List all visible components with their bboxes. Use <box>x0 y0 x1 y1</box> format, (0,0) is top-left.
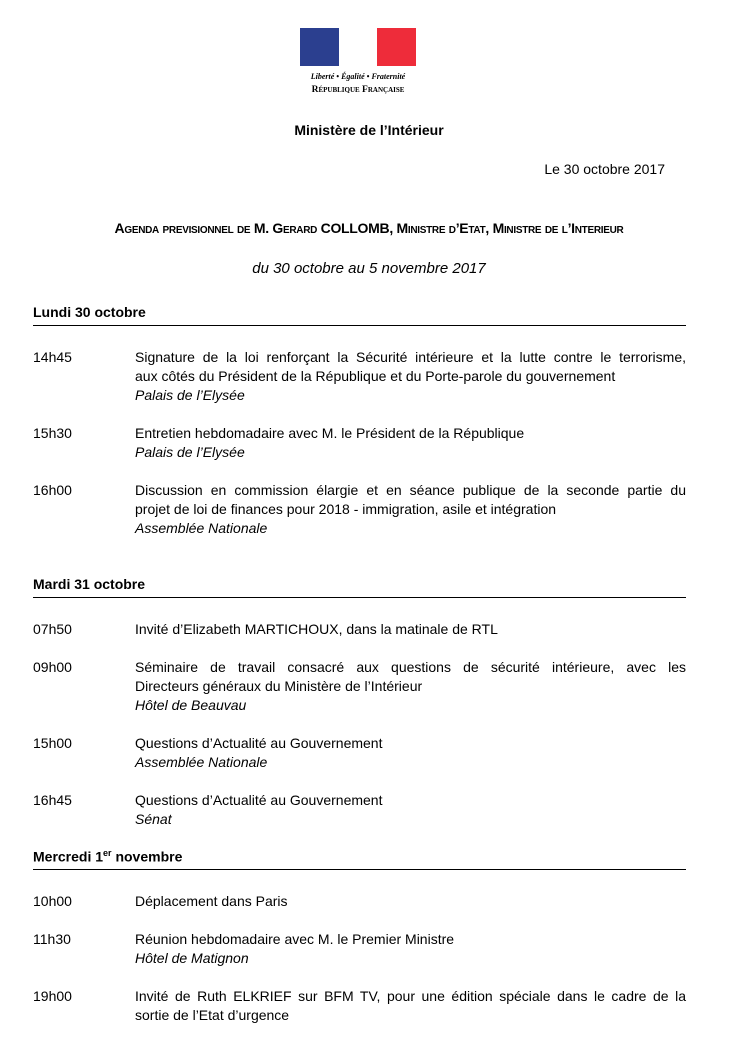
document-title: Agenda previsionnel de M. Gerard COLLOMB, Ministre d’Etat, Ministre de l’Interieur <box>114 220 624 236</box>
event-item <box>33 892 686 911</box>
republique-francaise-logo <box>300 28 416 100</box>
event-description <box>135 620 686 639</box>
event-list <box>33 620 686 829</box>
event-time: 09h00 <box>33 659 72 675</box>
event-description <box>135 481 686 538</box>
event-description-line: Déplacement dans Paris <box>135 893 288 909</box>
day-label: Mardi 31 octobre <box>33 576 146 592</box>
event-time: 15h30 <box>33 425 72 441</box>
event-time: 19h00 <box>33 988 72 1004</box>
event-item <box>33 987 686 1025</box>
event-time: 07h50 <box>33 621 72 637</box>
event-description-line: aux côtés du Président de la République et du Porte-parole du gouvernement <box>135 368 616 384</box>
event-time: 10h00 <box>33 893 72 909</box>
document-subtitle: du 30 octobre au 5 novembre 2017 <box>252 260 486 277</box>
event-description-line: Invité de Ruth ELKRIEF sur BFM TV, pour une édition spéciale dans le cadre de la <box>135 988 686 1004</box>
event-description-line: Directeurs généraux du Ministère de l’Intérieur <box>135 678 423 694</box>
event-location: Assemblée Nationale <box>135 754 268 770</box>
event-description-line: sortie de l’Etat d’urgence <box>135 1007 290 1023</box>
event-description-line: Questions d’Actualité au Gouvernement <box>135 735 383 751</box>
event-description-line: Entretien hebdomadaire avec M. le Président de la République <box>135 425 525 441</box>
event-description-line: Discussion en commission élargie et en séance publique de la seconde partie du <box>135 482 686 498</box>
ministry-name: Ministère de l’Intérieur <box>294 122 444 138</box>
event-description <box>135 424 686 462</box>
event-item <box>33 481 686 538</box>
day-header <box>33 576 686 598</box>
day-label-sup: er <box>103 848 112 858</box>
event-location: Assemblée Nationale <box>135 520 268 536</box>
marianne-flag-icon <box>300 28 416 66</box>
day-section <box>33 848 686 1044</box>
event-description <box>135 734 686 772</box>
event-location: Hôtel de Beauvau <box>135 697 247 713</box>
event-item <box>33 930 686 968</box>
event-item <box>33 424 686 462</box>
event-description-line: Signature de la loi renforçant la Sécurité intérieure et la lutte contre le terrorisme, <box>135 349 686 365</box>
event-item <box>33 658 686 715</box>
event-item <box>33 620 686 639</box>
event-location: Sénat <box>135 811 172 827</box>
event-item <box>33 791 686 829</box>
event-location: Palais de l’Elysée <box>135 444 245 460</box>
day-label-rest: novembre <box>111 848 183 865</box>
event-description <box>135 658 686 715</box>
event-location: Hôtel de Matignon <box>135 950 249 966</box>
event-location: Palais de l’Elysée <box>135 387 245 403</box>
event-description-line: Séminaire de travail consacré aux questions de sécurité intérieure, avec les <box>135 659 686 675</box>
event-description <box>135 987 686 1025</box>
day-section <box>33 576 686 848</box>
event-time: 16h45 <box>33 792 72 808</box>
event-time: 16h00 <box>33 482 72 498</box>
logo-motto: Liberté • Égalité • Fraternité <box>310 72 406 81</box>
day-header <box>33 304 686 326</box>
event-description-line: Invité d’Elizabeth MARTICHOUX, dans la matinale de RTL <box>135 621 498 637</box>
event-time: 11h30 <box>33 931 71 947</box>
day-section <box>33 304 686 557</box>
event-list <box>33 892 686 1025</box>
event-description-line: projet de loi de finances pour 2018 - immigration, asile et intégration <box>135 501 557 517</box>
event-item <box>33 734 686 772</box>
event-time: 14h45 <box>33 349 72 365</box>
event-description <box>135 892 686 911</box>
event-description-line: Réunion hebdomadaire avec M. le Premier Ministre <box>135 931 455 947</box>
event-description <box>135 348 686 405</box>
day-label: Lundi 30 octobre <box>33 304 146 320</box>
event-item <box>33 348 686 405</box>
day-label: Mercredi 1 <box>33 848 104 865</box>
event-time: 15h00 <box>33 735 72 751</box>
event-list <box>33 348 686 538</box>
event-description <box>135 791 686 829</box>
event-description-line: Questions d’Actualité au Gouvernement <box>135 792 383 808</box>
event-description <box>135 930 686 968</box>
logo-republic: République Française <box>311 85 405 95</box>
day-header <box>33 848 686 870</box>
document-date: Le 30 octobre 2017 <box>544 161 665 177</box>
